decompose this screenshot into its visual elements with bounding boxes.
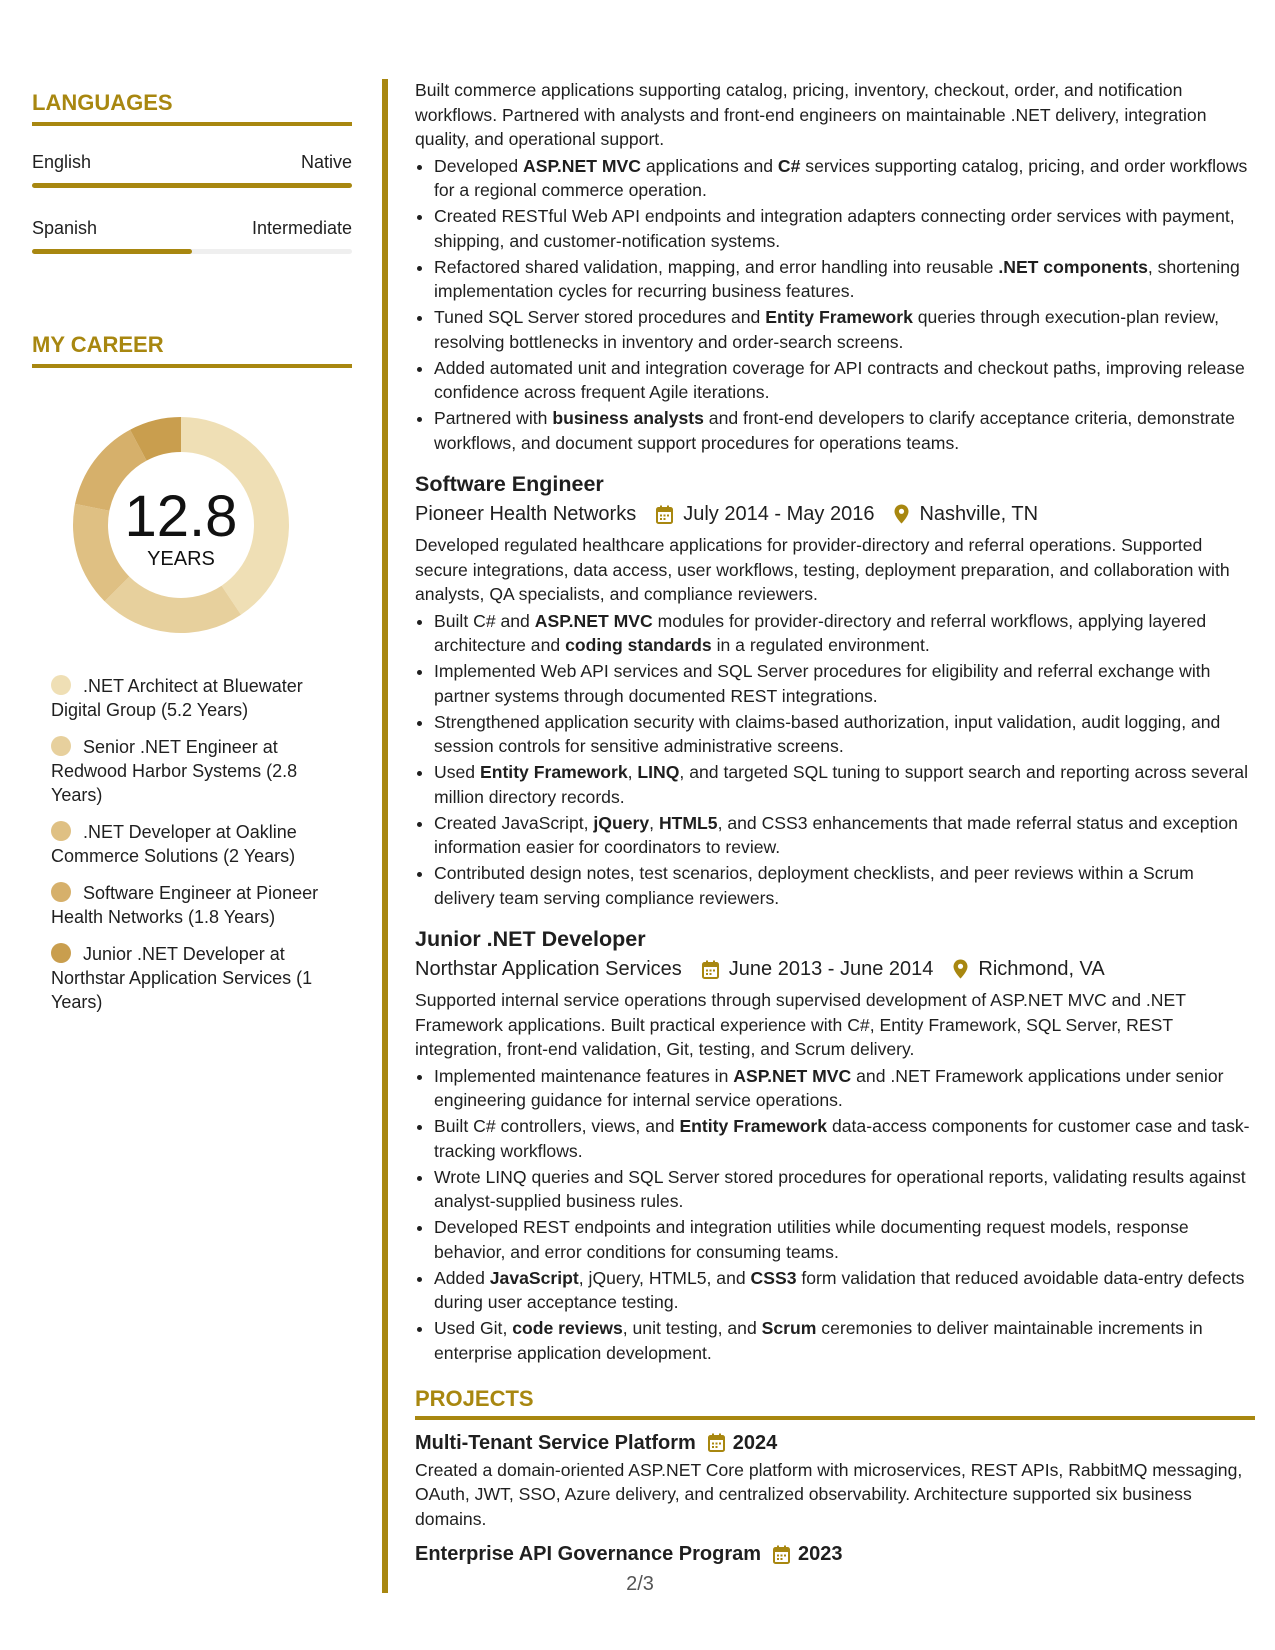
career-legend-label: Senior .NET Engineer at Redwood Harbor Systems (2.8 Years) [51, 737, 298, 805]
language-level: Intermediate [251, 218, 352, 238]
job-summary: Supported internal service operations through supervised development of ASP.NET MVC and .NET Framework applications. Built practical experience with C#, Entity Framework, SQL Server, REST integration, front-end validation, Git, testing, and Scrum delivery. [415, 990, 1186, 1059]
career-total-years: 12.8 [124, 484, 238, 549]
job-company: Pioneer Health Networks [415, 503, 637, 525]
language-name: Spanish [32, 218, 98, 238]
job-location: Richmond, VA [978, 958, 1105, 980]
job-title: Software Engineer [415, 472, 604, 496]
languages-title: LANGUAGES [32, 90, 352, 126]
career-legend-item [51, 735, 352, 807]
bullet-item: • Added JavaScript, jQuery, HTML5, and CSS3 form validation that reduced avoidable data-entry defects during user acceptance testing. [434, 1266, 1255, 1315]
job-title: Junior .NET Developer [415, 927, 646, 951]
sidebar [32, 90, 352, 1027]
language-proficiency-bar [32, 183, 352, 188]
language-proficiency-fill [32, 249, 192, 254]
career-legend-label: Junior .NET Developer at Northstar Application Services (1 Years) [51, 944, 313, 1012]
bullet-item: • Added automated unit and integration coverage for API contracts and checkout paths, improving release confidence across frequent Agile iterations. [434, 356, 1255, 405]
legend-dot [51, 736, 71, 756]
career-legend-label: .NET Developer at Oakline Commerce Solutions (2 Years) [51, 822, 297, 866]
language-proficiency-fill [32, 183, 352, 188]
career-legend-item [51, 881, 352, 929]
bullet-item: • Implemented Web API services and SQL Server procedures for eligibility and referral exchange with partner systems through documented REST integrations. [434, 659, 1255, 708]
job-meta [415, 499, 1255, 529]
projects-title: PROJECTS [415, 1387, 1255, 1420]
bullet-item: • Tuned SQL Server stored procedures and Entity Framework queries through execution-plan review, resolving bottlenecks in inventory and order-search screens. [434, 305, 1255, 354]
project-description: Created a domain-oriented ASP.NET Core platform with microservices, REST APIs, RabbitMQ messaging, OAuth, JWT, SSO, Azure delivery, and centralized observability. Architecture supported six business domains. [415, 1459, 1243, 1529]
job-entry [415, 924, 1255, 1365]
job-bullets [415, 609, 1255, 911]
bullet-item: • Contributed design notes, test scenarios, deployment checklists, and peer reviews within a Scrum delivery team serving compliance reviewers. [434, 861, 1255, 910]
job-company: Northstar Application Services [415, 958, 682, 980]
job-summary: Built commerce applications supporting catalog, pricing, inventory, checkout, order, and notification workflows. Partnered with analysts and front-end engineers on maintainable .NET delivery, integration quality, and operational support. [415, 80, 1207, 149]
project-header [415, 1539, 1255, 1569]
bullet-item: • Wrote LINQ queries and SQL Server stored procedures for operational reports, validating results against analyst-supplied business rules. [434, 1165, 1255, 1214]
calendar-icon [708, 1433, 725, 1452]
bullet-item: • Created JavaScript, jQuery, HTML5, and CSS3 enhancements that made referral status and exception information easier for coordinators to review. [434, 811, 1255, 860]
job-summary: Developed regulated healthcare applications for provider-directory and referral operations. Supported secure integrations, data access, user workflows, testing, deployment preparation, and collaboration with analysts, QA specialists, and compliance reviewers. [415, 535, 1230, 604]
map-pin-icon [953, 959, 968, 979]
project-entry [415, 1539, 1255, 1569]
career-legend-label: Software Engineer at Pioneer Health Networks (1.8 Years) [51, 883, 319, 927]
map-pin-icon [894, 504, 909, 524]
bullet-item: • Refactored shared validation, mapping, and error handling into reusable .NET components, shortening implementation cycles for recurring business features. [434, 255, 1255, 304]
language-level: Native [300, 152, 352, 172]
job-location: Nashville, TN [919, 503, 1039, 525]
legend-dot [51, 821, 71, 841]
legend-dot [51, 943, 71, 963]
calendar-icon [656, 505, 673, 524]
bullet-item: • Created RESTful Web API endpoints and integration adapters connecting order services with payment, shipping, and customer-notification systems. [434, 204, 1255, 253]
bullet-item: • Used Git, code reviews, unit testing, and Scrum ceremonies to deliver maintainable increments in enterprise application development. [434, 1316, 1255, 1365]
career-title: MY CAREER [32, 332, 352, 368]
job-dates: June 2013 - June 2014 [728, 958, 934, 980]
job-dates: July 2014 - May 2016 [683, 503, 875, 525]
job-bullets [415, 154, 1255, 456]
legend-dot [51, 675, 71, 695]
language-item [32, 218, 352, 254]
bullet-item: • Built C# controllers, views, and Entity Framework data-access components for customer case and task-tracking workflows. [434, 1114, 1255, 1163]
page-number: 2/3 [626, 1573, 654, 1595]
language-proficiency-bar [32, 249, 352, 254]
bullet-item: • Used Entity Framework, LINQ, and targeted SQL tuning to support search and reporting across several million directory records. [434, 760, 1255, 809]
career-legend-item [51, 942, 352, 1014]
bullet-item: • Built C# and ASP.NET MVC modules for provider-directory and referral workflows, applying layered architecture and coding standards in a regulated environment. [434, 609, 1255, 658]
language-item [32, 152, 352, 188]
job-bullets [415, 1064, 1255, 1366]
language-name: English [32, 152, 92, 172]
bullet-item: • Developed REST endpoints and integration utilities while documenting request models, response behavior, and error conditions for consuming teams. [434, 1215, 1255, 1264]
project-entry [415, 1428, 1255, 1532]
main-content [415, 78, 1255, 1569]
career-total-unit: YEARS [147, 548, 215, 570]
project-name: Enterprise API Governance Program [415, 1543, 762, 1565]
project-header [415, 1428, 1255, 1458]
career-legend-item [51, 820, 352, 868]
bullet-item: • Implemented maintenance features in ASP.NET MVC and .NET Framework applications under senior engineering guidance for internal service operations. [434, 1064, 1255, 1113]
career-legend [32, 674, 352, 1014]
career-donut-chart [66, 410, 296, 640]
bullet-item: • Partnered with business analysts and front-end developers to clarify acceptance criteria, demonstrate workflows, and document support procedures for operations teams. [434, 406, 1255, 455]
previous-job-continuation [415, 78, 1255, 455]
bullet-item: • Developed ASP.NET MVC applications and C# services supporting catalog, pricing, and order workflows for a regional commerce operation. [434, 154, 1255, 203]
career-legend-label: .NET Architect at Bluewater Digital Group (5.2 Years) [51, 676, 303, 720]
project-year: 2024 [732, 1431, 778, 1454]
job-meta [415, 954, 1255, 984]
bullet-item: • Strengthened application security with claims-based authorization, input validation, audit logging, and session controls for sensitive administrative screens. [434, 710, 1255, 759]
legend-dot [51, 882, 71, 902]
calendar-icon [773, 1545, 790, 1564]
calendar-icon [702, 960, 719, 979]
career-legend-item [51, 674, 352, 722]
project-year: 2023 [798, 1543, 843, 1565]
job-entry [415, 469, 1255, 910]
column-divider [382, 79, 388, 1593]
project-name: Multi-Tenant Service Platform [415, 1431, 696, 1454]
